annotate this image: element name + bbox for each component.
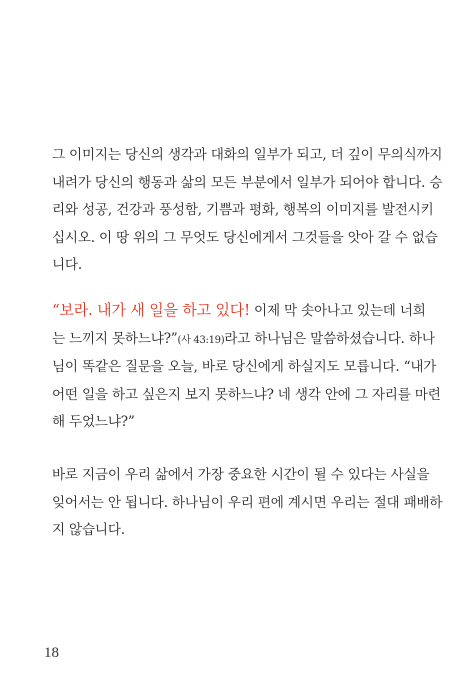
scripture-reference: (사 43:19) bbox=[177, 334, 225, 346]
highlighted-quote: “보라. 내가 새 일을 하고 있다! bbox=[52, 301, 250, 319]
text-segment: 라고 하나님은 말씀하셨습니다. 하나 bbox=[224, 330, 435, 347]
text-line: 그 이미지는 당신의 생각과 대화의 일부가 되고, 더 깊이 무의식까지 bbox=[52, 147, 443, 163]
text-line: 니다. bbox=[52, 257, 82, 273]
text-line: 바로 지금이 우리 삶에서 가장 중요한 시간이 될 수 있다는 사실을 bbox=[52, 467, 430, 483]
text-segment: 는 느끼지 못하느냐?” bbox=[52, 330, 178, 347]
page-number: 18 bbox=[44, 645, 59, 661]
text-line: 님이 똑같은 질문을 오늘, 바로 당신에게 하실지도 모릅니다. “내가 bbox=[52, 359, 437, 375]
text-line: 십시오. 이 땅 위의 그 무엇도 당신에게서 그것들을 앗아 갈 수 없습 bbox=[52, 229, 438, 246]
paragraph-most-important-time bbox=[52, 462, 443, 545]
text-line: 잊어서는 안 됩니다. 하나님이 우리 편에 계시면 우리는 절대 패배하 bbox=[52, 494, 443, 511]
text-line: 해 두었느냐?” bbox=[52, 414, 135, 430]
text-segment: 이제 막 솟아나고 있는데 너희 bbox=[249, 303, 426, 319]
text-line: 어떤 일을 하고 싶은지 보지 못하느냐? 네 생각 안에 그 자리를 마련 bbox=[52, 386, 441, 403]
text-line: 지 않습니다. bbox=[52, 522, 125, 538]
text-line bbox=[52, 326, 435, 355]
text-line: 리와 성공, 건강과 풍성함, 기쁨과 평화, 행복의 이미지를 발전시키 bbox=[52, 202, 434, 218]
paragraph-new-thing-quote bbox=[52, 297, 441, 437]
text-line: 내려가 당신의 행동과 삶의 모든 부분에서 일부가 되어야 합니다. 승 bbox=[52, 174, 443, 191]
text-line bbox=[52, 297, 424, 326]
paragraph-image-of-victory bbox=[52, 142, 443, 280]
